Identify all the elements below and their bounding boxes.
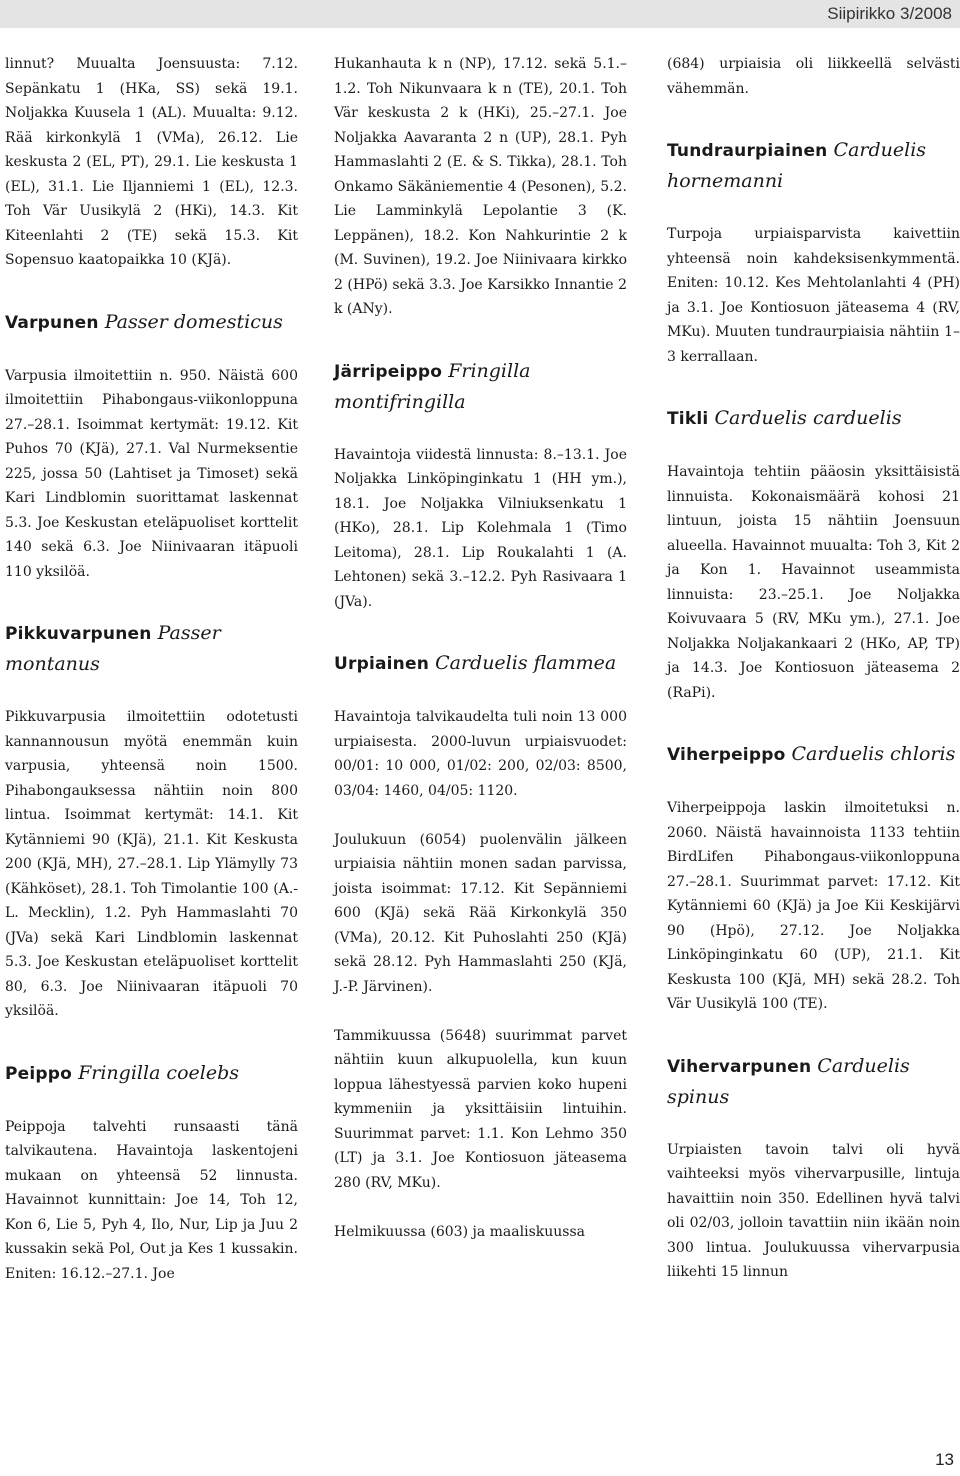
species-text: Havaintoja talvikaudelta tuli noin 13 000 urpiaisesta. 2000-luvun urpiaisvuodet: 00/01: 10 000, 01/02: 200, 02/03: 8500, 03/04: 1460, 04/05: 1120. — [334, 709, 627, 799]
species-heading — [334, 356, 627, 417]
species-name: Järripeippo — [334, 361, 443, 382]
paragraph-intro: linnut? Muualta Joensuusta: 7.12. Sepänkatu 1 (HKa, SS) sekä 19.1. Noljakka Kuusela 1 (AL). Muualta: 9.12. Rää kirkonkylä 1 (VMa), 26.12. Lie keskusta 2 (EL, PT), 29.1. Lie keskusta 1 (EL), 31.1. Lie Iljanniemi 1 (EL), 12.3. Toh Vär Uusikylä 2 (HKi), 14.3. Kit Kiteenlahti 2 (TE) sekä 15.3. Kit Sopensuo kaatopaikka 10 (KJä). — [5, 56, 298, 268]
column-3 — [667, 52, 960, 1285]
page-number: 13 — [935, 1450, 954, 1469]
species-heading — [667, 1051, 960, 1112]
issue-label: Siipirikko 3/2008 — [827, 4, 952, 23]
species-text: Peippoja talvehti runsaasti tänä talvikautena. Havaintoja laskentojeni mukaan on yhteensä 52 linnusta. Havainnot kunnittain: Joe 14, Toh 12, Kon 6, Lie 5, Pyh 4, Ilo, Nur, Lip ja Juu 2 kussakin sekä Pol, Out ja Kes 1 kussakin. Eniten: 16.12.–27.1. Joe — [5, 1118, 298, 1282]
species-heading — [667, 135, 960, 196]
species-name: Vihervarpunen — [667, 1056, 812, 1077]
column-2 — [334, 52, 627, 1244]
species-latin-name: Carduelis spinus — [667, 1054, 910, 1108]
species-latin-name: Carduelis hornemanni — [667, 139, 927, 192]
species-text: Havaintoja viidestä linnusta: 8.–13.1. Joe Noljakka Linköpinginkatu 1 (HH ym.), 18.1. Joe Noljakka Vilniuksenkatu 1 (HKo), 28.1. Lip Kolehmala 1 (Timo Leitoma), 28.1. Lip Roukalahti 1 (A. Lehtonen) sekä 3.–12.2. Pyh Rasivaara 1 (JVa). — [334, 446, 627, 610]
species-name: Peippo — [5, 1063, 73, 1084]
species-text: Viherpeippoja laskin ilmoitetuksi n. 2060. Näistä havainnoista 1133 tehtiin BirdLifen Pihabongaus-viikonloppuna 27.–28.1. Suurimmat parvet: 17.12. Kit Kytänniemi 60 (KJä) ja Joe Kii Keskijärvi 90 (Hpö), 27.12. Joe Noljakka Linköpinginkatu 60 (UP), 21.1. Kit Keskusta 100 (KJä, MH) sekä 28.2. Toh Vär Uusikylä 100 (TE). — [667, 800, 960, 1012]
species-heading — [667, 739, 960, 770]
species-latin-name: Carduelis chloris — [791, 743, 956, 765]
column-1 — [5, 52, 298, 1286]
species-text: Havaintoja tehtiin pääosin yksittäisistä linnuista. Kokonaismäärä kohosi 21 lintuun, joista 15 nähtiin Joensuun alueella. Havainnot muualta: Toh 3, Kit 2 ja Kon 1. Havainnot useammista linnuista: 23.–25.1. Joe Noljakka Koivuvaara 5 (RV, MKu ym.), 27.1. Joe Noljakka Noljakankaari 2 (HKo, AP, TP) ja 14.3. Joe Kontiosuon jäteasema 2 (RaPi). — [667, 464, 960, 701]
paragraph-intro: (684) urpiaisia oli liikkeellä selvästi vähemmän. — [667, 56, 960, 97]
species-latin-name: Carduelis flammea — [435, 652, 617, 674]
species-latin-name: Passer montanus — [5, 622, 221, 675]
species-text: Pikkuvarpusia ilmoitettiin odotetusti kannannousun myötä enemmän kuin varpusia, yhteensä noin 1500. Pihabongauksessa nähtiin noin 800 lintua. Isoimmat kertymät: 14.1. Kit Kytänniemi 90 (KJä), 21.1. Kit Keskusta 200 (KJä, MH), 27.–28.1. Lip Ylämylly 73 (Kähköset), 28.1. Toh Timolantie 100 (A.-L. Mecklin), 1.2. Pyh Hammaslahti 70 (JVa) sekä Kari Lindblomin laskennat 5.3. Joe Keskustan eteläpuoliset korttelit 80, 6.3. Joe Niinivaaran itäpuoli 70 yksilöä. — [5, 709, 298, 1019]
paragraph-intro: Hukanhauta k n (NP), 17.12. sekä 5.1.–1.2. Toh Nikunvaara k n (TE), 20.1. Toh Vär keskusta 2 k (HKi), 25.–27.1. Joe Noljakka Aavaranta 2 n (UP), 28.1. Pyh Hammaslahti 2 (E. & S. Tikka), 28.1. Toh Onkamo Säkäniementie 4 (Pesonen), 5.2. Lie Lamminkylä Lepolantie 3 (K. Leppänen), 18.2. Kon Nahkurintie 2 k (M. Suvinen), 19.2. Joe Niinivaara kirkko 2 (HPö) sekä 3.3. Joe Karsikko Innantie 2 k (ANy). — [334, 56, 627, 317]
species-latin-name: Fringilla montifringilla — [334, 359, 531, 413]
species-text: Turpoja urpiaisparvista kaivettiin yhteensä noin kahdeksisenkymmentä. Eniten: 10.12. Kes Mehtolanlahti 4 (PH) ja 3.1. Joe Kontiosuon jäteasema 4 (RV, MKu). Muuten tundraurpiaisia nähtiin 1–3 kerrallaan. — [667, 226, 960, 365]
species-name: Pikkuvarpunen — [5, 624, 152, 644]
species-heading — [5, 307, 298, 338]
species-heading — [5, 618, 298, 679]
species-text: Urpiaisten tavoin talvi oli hyvä vaihteeksi myös vihervarpusille, lintuja havaittiin noin 350. Edellinen hyvä talvi oli 02/03, jolloin tavattiin niin ikään noin 300 lintua. Joulukuussa vihervarpusia liikehti 15 linnun — [667, 1141, 960, 1280]
species-name: Tundraurpiainen — [667, 141, 828, 161]
species-latin-name: Fringilla coelebs — [78, 1061, 239, 1084]
species-name: Viherpeippo — [667, 745, 786, 765]
species-latin-name: Passer domesticus — [104, 310, 283, 333]
species-heading — [5, 1058, 298, 1089]
page-header — [0, 0, 960, 28]
species-text: Tammikuussa (5648) suurimmat parvet nähtiin kuun alkupuolella, kun kuun loppua lähestyessä parvien koko hupeni kymmeniin ja yksittäisiin lintuihin. Suurimmat parvet: 1.1. Kon Lehmo 350 (LT) ja 3.1. Joe Kontiosuon jäteasema 280 (RV, MKu). — [334, 1027, 627, 1191]
species-name: Urpiainen — [334, 654, 430, 674]
species-text: Varpusia ilmoitettiin n. 950. Näistä 600 ilmoitettiin Pihabongaus-viikonloppuna 27.–28.1. Isoimmat kertymät: 19.12. Kit Puhos 70 (KJä), 27.1. Val Nurmeksentie 225, jossa 50 (Lahtiset ja Timoset) sekä Kari Lindblomin suorittamat laskennat 5.3. Joe Keskustan eteläpuoliset korttelit 140 sekä 6.3. Joe Niinivaaran itäpuoli 110 yksilöä. — [5, 367, 298, 580]
species-heading — [667, 403, 960, 434]
species-text: Helmikuussa (603) ja maaliskuussa — [334, 1223, 585, 1240]
species-name: Varpunen — [5, 312, 99, 333]
species-heading — [334, 648, 627, 679]
species-text: Joulukuun (6054) puolenvälin jälkeen urpiaisia nähtiin monen sadan parvissa, joista isoimmat: 17.12. Kit Sepänniemi 600 (KJä) sekä Rää Kirkonkylä 350 (VMa), 20.12. Kit Puhoslahti 250 (KJä) sekä 28.12. Pyh Hammaslahti 250 (KJä, J.-P. Järvinen). — [334, 831, 627, 995]
species-latin-name: Carduelis carduelis — [714, 407, 902, 429]
species-name: Tikli — [667, 409, 709, 429]
